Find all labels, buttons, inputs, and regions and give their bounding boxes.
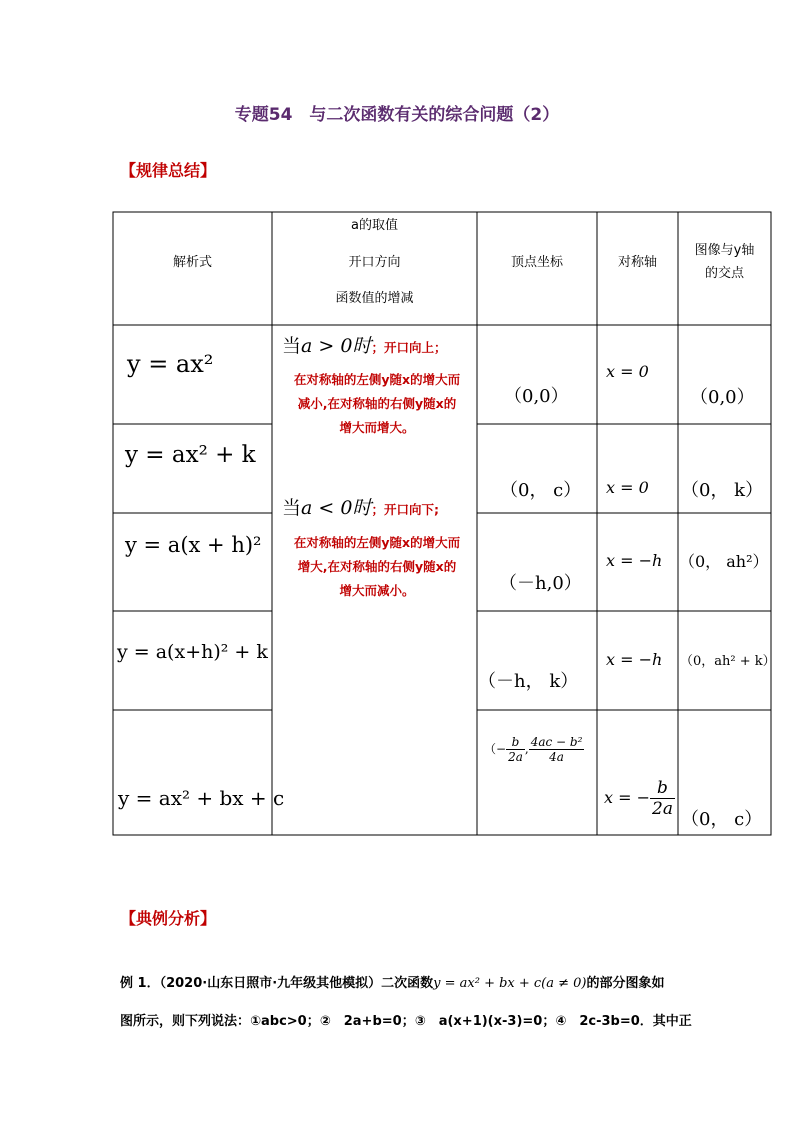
axis-row-1: x = 0 (606, 362, 649, 381)
header-formula: 解析式 (172, 255, 212, 270)
header-axis: 对称轴 (617, 255, 657, 270)
vertex-frac-4ac: $\frac{\text{4ac − b²}}{4a}$ (530, 735, 583, 764)
axis-row-4: x = −h (606, 650, 663, 669)
header-monotonic: 函数值的增减 (335, 291, 414, 306)
formula-row-1: y = ax² (127, 350, 214, 378)
header-a-value: a的取值 (351, 218, 398, 233)
formula-row-2: y = ax² + k (125, 442, 256, 468)
header-direction: 开口方向 (348, 255, 401, 270)
header-intercept-line2: 的交点 (704, 266, 744, 281)
example-1-line-2: 图所示，则下列说法：①abc>0；② 2a+b=0；③ a(x+1)(x-3)=0；④ 2c-3b=0．其中正 (120, 1014, 692, 1029)
vertex-row-3: （－h,0） (499, 573, 582, 594)
intercept-row-5: （0， c） (681, 809, 763, 830)
vertex-row-5: （− $\frac{b}{2a}$ , $\frac{\text{4ac − b²}}{4a}$ (484, 735, 583, 764)
case-positive-description: 在对称轴的左侧y随x的增大而 减小,在对称轴的右侧y随x的 增大而增大。 (293, 372, 461, 435)
formula-row-4: y = a(x+h)² + k (117, 641, 268, 663)
vertex-row-1: （0,0） (504, 386, 569, 407)
page-title: 专题54 与二次函数有关的综合问题（2） (234, 105, 560, 125)
header-vertex: 顶点坐标 (510, 255, 563, 270)
intercept-row-3: （0， ah²） (679, 552, 769, 571)
axis-frac: $\frac{b}{2a}$ (652, 778, 673, 819)
case-positive-condition: 当a > 0时；开口向上； (282, 335, 447, 357)
intercept-row-1: （0,0） (690, 387, 755, 408)
case-negative-condition: 当a < 0时；开口向下; (282, 497, 439, 519)
example-1-line-1: 例 1．（2020·山东日照市·九年级其他模拟）二次函数y = ax² + bx + c(a ≠ 0)的部分图象如 (120, 976, 665, 991)
section-heading-summary: 【规律总结】 (120, 161, 217, 180)
case-negative-description: 在对称轴的左侧y随x的增大而 增大,在对称轴的右侧y随x的 增大而减小。 (293, 535, 461, 598)
intercept-row-4: （0，ah² + k） (680, 654, 776, 669)
header-intercept-line1: 图像与y轴 (694, 243, 755, 258)
axis-row-5: x = − $\frac{b}{2a}$ (604, 778, 673, 819)
intercept-row-2: （0， k） (681, 480, 764, 501)
axis-row-2: x = 0 (606, 478, 649, 497)
vertex-frac-b-2a: $\frac{b}{2a}$ (508, 735, 523, 764)
formula-row-5: y = ax² + bx + c (118, 786, 285, 810)
vertex-row-4: （－h， k） (478, 671, 579, 692)
vertex-row-2: （0， c） (500, 480, 582, 501)
section-heading-examples: 【典例分析】 (120, 909, 217, 928)
axis-row-3: x = −h (606, 551, 663, 570)
formula-row-3: y = a(x + h)² (125, 533, 262, 557)
